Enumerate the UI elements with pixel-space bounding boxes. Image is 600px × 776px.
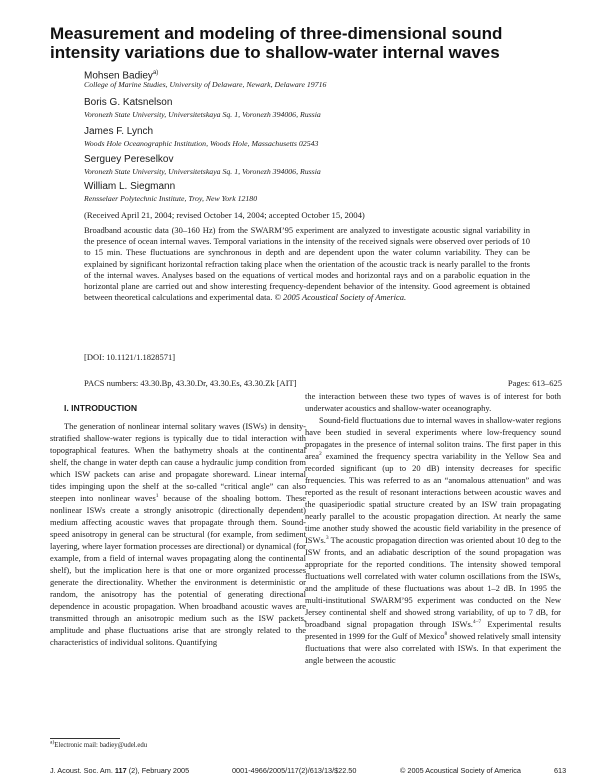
citation: 3: [325, 535, 329, 542]
author-name: Boris G. Katsnelson: [84, 97, 173, 108]
citation: 2: [319, 451, 322, 458]
right-column: [305, 390, 561, 666]
left-column: [50, 402, 306, 648]
abstract: Broadband acoustic data (30–160 Hz) from the SWARM’95 experiment are analyzed to investigate acoustic signal variability in the presence of ocean internal waves. Temporal variations in the intensity of the received signals were observed over periods of 10 to 15 min. These fluctuations are synchronous in depth and are dependent upon the water column variability. They can be explained by significant horizontal refraction taking place when the orientation of the acoustic track is nearly parallel to the fronts of the internal waves. Analyses based on the equations of vertical modes and horizontal rays and on a parabolic equation in the horizontal plane are carried out and show interesting frequency-dependent behavior of the intensity. Good agreement is obtained between theoretical calculations and experimental data. © 2005 Acoustical Society of America.: [84, 225, 530, 303]
footer-citation: J. Acoust. Soc. Am. 117 (2), February 2005: [50, 766, 190, 775]
author-name: James F. Lynch: [84, 126, 154, 137]
footnote-divider: [50, 738, 120, 739]
author-name: Serguey Pereselkov: [84, 154, 174, 165]
pacs-numbers: PACS numbers: 43.30.Bp, 43.30.Dr, 43.30.Es, 43.30.Zk [AIT]: [84, 378, 297, 388]
author-affiliation: College of Marine Studies, University of Delaware, Newark, Delaware 19716: [84, 80, 327, 89]
citation: 4–7: [472, 619, 482, 626]
body-paragraph: The generation of nonlinear internal solitary waves (ISWs) in density-stratified shallow-water regions is typically due to tidal interaction with topographical features. When the bathymetry shoals at the continental shelf, the change in water depth can cause a hydraulic jump condition from which ISW packets can arise and propagate shoreward. Linear internal tides impinging upon the shelf at the so-called “critical angle” can also steepen into nonlinear waves$^1$ because of the shoaling bottom. These nonlinear ISWs create a strongly anisotropic (directionally dependent) medium affecting acoustic waves that propagate through them. Sound-speed anisotropy in general can be structural (for example, from sediment layering, where layer formation processes are directional) or dynamical (for example, from a field of internal waves propagating along the continental shelf), but the implication here is that one or more organized processes generate the directionality. Whether the environment is deterministic or random, the anisotropy has the potential of generating directional dependence in acoustic propagation. When broadband acoustic waves are transmitted through an anisotropic medium such as the ISW packets, amplitude and phase fluctuations arise that are strongly related to the characteristics of individual solitons. Quantifying: [50, 421, 307, 647]
author-name: Mohsen Badiey$^{a)}$: [84, 70, 159, 82]
author-affiliation: Voronezh State University, Universitetskaya Sq. 1, Voronezh 394006, Russia: [84, 110, 321, 119]
citation: 1: [155, 493, 159, 500]
footnote: $^{a)}$Electronic mail: badiey@udel.edu: [50, 739, 148, 749]
author-affiliation: Voronezh State University, Universitetskaya Sq. 1, Voronezh 394006, Russia: [84, 167, 321, 176]
author-affiliation: Woods Hole Oceanographic Institution, Woods Hole, Massachusetts 02543: [84, 139, 319, 148]
copyright-line: © 2005 Acoustical Society of America.: [274, 292, 407, 303]
footer-code: 0001-4966/2005/117(2)/613/13/$22.50: [232, 766, 357, 775]
page-range: Pages: 613–625: [507, 378, 562, 388]
page-number: 613: [554, 766, 567, 775]
received-dates: (Received April 21, 2004; revised October 14, 2004; accepted October 15, 2004): [84, 210, 365, 220]
paper-title: Measurement and modeling of three-dimensional sound intensity variations due to shallow-water internal waves: [50, 24, 503, 62]
doi: [DOI: 10.1121/1.1828571]: [84, 352, 176, 362]
author-name: William L. Siegmann: [84, 181, 176, 192]
body-paragraph: the interaction between these two types of waves is of interest for both underwater acoustics and shallow-water oceanography.: [305, 391, 561, 413]
citation: 8: [444, 631, 448, 638]
author-affiliation: Rensselaer Polytechnic Institute, Troy, New York 12180: [84, 194, 258, 203]
body-paragraph: Sound-field fluctuations due to internal waves in shallow-water regions have been studied in several experiments where low-frequency sound propagates in the presence of internal soliton trains. The first paper in this area$^2$ examined the frequency spectra variability in the Yellow Sea and recorded significant (up to 20 dB) intensity decreases for specific frequencies. This was referred to as an “anomalous attenuation” and was reported as the result of resonant interactions between acoustic waves and the quasiperiodic spatial structure created by an ISW train propagating nearly parallel to the acoustic propagation direction. At nearly the same time another study showed the acoustic field variability in the presence of ISWs.$^3$ The acoustic propagation direction was oriented about 10 deg to the ISW fronts, and an adiabatic description of the sound propagation was appropriate for the reported conditions. The intensity showed temporal fluctuations well correlated with water column oscillations from the ISWs, and the amplitude of these fluctuations was about 1–2 dB. In 1995 the multi-institutional SWARM’95 experiment was conducted on the New Jersey continental shelf and showed strong variability, of up to 7 dB, for broadband signal propagation through ISWs.$^{4-7}$ Experimental results presented in 1999 for the Gulf of Mexico$^8$ showed relatively small intensity fluctuations that were also correlated with ISWs. In that experiment the angle between the acoustic: [305, 415, 561, 665]
footer-copyright: © 2005 Acoustical Society of America: [400, 766, 521, 775]
section-heading: I. INTRODUCTION: [64, 403, 138, 413]
